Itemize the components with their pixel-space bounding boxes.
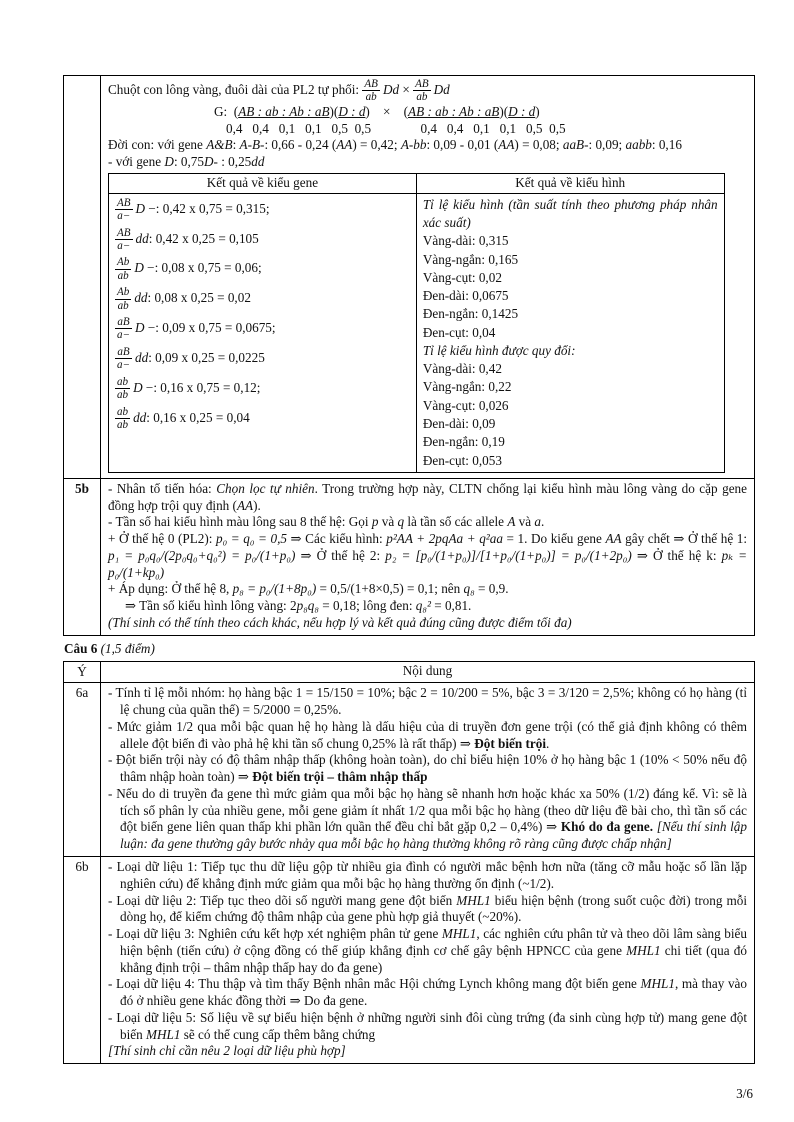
answer-6b-content: - Loại dữ liệu 1: Tiếp tục thu dữ liệu gộp từ nhiều gia đình có người mắc bệnh hơn nữa (tăng cỡ mẫu hoặc số lần lặp nghiên cứu) để khẳng định mức giảm qua mỗi bậc họ hàng thường ổn định (~1/2). - Loại dữ liệu 2: Tiếp tục theo dõi số người mang gene đột biến MHL1 biểu hiện bệnh (trong suốt cuộc đời) trong mỗi dòng họ, để kiểm chứng độ thâm nhập của gene phù hợp giả thuyết (~20%). - Loại dữ liệu 3: Nghiên cứu kết hợp xét nghiệm phân tử gene MHL1, các nghiên cứu phân tử và theo dõi lâm sàng biểu hiện bệnh (tiến cứu) ở cộng đồng có thể giúp khẳng định cơ chế gây bệnh HPNCC của gene MHL1 chi tiết (qua đó khẳng định trội – thâm nhập thấp hay do đa gene) - Loại dữ liệu 4: Thu thập và tìm thấy Bệnh nhân mắc Hội chứng Lynch không mang đột biến gene MHL1, mà thay vào đó ở nhiều gene khác đồng thời ⇒ Do đa gene. - Loại dữ liệu 5: Số liệu về sự biểu hiện bệnh ở những người sinh đôi cùng trứng (đa sinh cùng hợp tử) mang gene đột biến MHL1 sẽ có thể cung cấp thêm bằng chứng [Thí sinh chỉ cần nêu 2 loại dữ liệu phù hợp] [101, 856, 755, 1063]
phenotype-column-header: Kết quả về kiểu hình [416, 173, 724, 193]
genotype-column-header: Kết quả về kiểu gene [109, 173, 417, 193]
question6-title: Câu 6 [64, 640, 98, 656]
table-row [64, 856, 755, 1063]
table-body-row [109, 193, 725, 472]
answer-label-5b: 5b [64, 478, 101, 635]
genotype-results-cell: $\frac{AB}{a-}$ D −: 0,42 x 0,75 = 0,315; $\frac{AB}{a-}$ dd: 0,42 x 0,25 = 0,105 $\frac{Ab}{ab}$ D −: 0,08 x 0,75 = 0,06; $\frac{Ab}{ab}$ dd: 0,08 x 0,25 = 0,02 $\frac{aB}{a-}$ D −: 0,09 x 0,75 = 0,0675; $\frac{aB}{a-}$ dd: 0,09 x 0,25 = 0,0225 $\frac{ab}{ab}$ D −: 0,16 x 0,75 = 0,12; $\frac{ab}{ab}$ dd: 0,16 x 0,25 = 0,04 [109, 193, 417, 472]
answer-content-cell [101, 76, 755, 479]
answer-label-cell-empty [64, 76, 101, 479]
column-content-header: Nội dung [101, 661, 755, 683]
page-number: 3/6 [736, 1086, 753, 1101]
answer-label-6b: 6b [64, 856, 101, 1063]
answer-label-6a: 6a [64, 683, 101, 857]
table-row [64, 683, 755, 857]
table-header-row [64, 661, 755, 683]
answer-5b-content: - Nhân tố tiến hóa: Chọn lọc tự nhiên. Trong trường hợp này, CLTN chống lại kiểu hình màu lông vàng do cặp gene đồng hợp trội quy định (AA). - Tần số hai kiểu hình màu lông sau 8 thế hệ: Gọi p và q là tần số các allele A và a. + Ở thế hệ 0 (PL2): p₀ = q₀ = 0,5 ⇒ Các kiểu hình: p²AA + 2pqAa + q²aa = 1. Do kiểu gene AA gây chết ⇒ Ở thế hệ 1: p₁ = p₀q₀/(2p₀q₀+q₀²) = p₀/(1+p₀) ⇒ Ở thế hệ 2: p₂ = [p₀/(1+p₀)]/[1+p₀/(1+p₀)] = p₀/(1+2p₀) ⇒ Ở thế hệ k: pₖ = p₀/(1+kp₀) + Áp dụng: Ở thế hệ 8, p₈ = p₀/(1+8p₀) = 0,5/(1+8×0,5) = 0,1; nên q₈ = 0,9. ⇒ Tần số kiểu hình lông vàng: 2p₈q₈ = 0,18; lông đen: q₈² = 0,81. (Thí sinh có thể tính theo cách khác, nếu hợp lý và kết quả đúng cũng được điểm tối đa) [101, 478, 755, 635]
question5-answer-table [63, 75, 755, 636]
column-y-header: Ý [64, 661, 101, 683]
question6-answer-table [63, 661, 755, 1065]
table-row [64, 478, 755, 635]
table-row [64, 76, 755, 479]
cross-scheme-text: Chuột con lông vàng, đuôi dài của PL2 tự phối: $\frac{AB}{ab}$ Dd × $\frac{AB}{ab}$ Dd G: (AB : ab : Ab : aB)(D : d) × (AB : ab : Ab : aB)(D : d) 0,4 0,4 0,1 0,1 0,5 0,5 0,4 0,4 0,1 0,1 0,5 0,5 Đời con: với gene A&B: A-B-: 0,66 - 0,24 (AA) = 0,42; A-bb: 0,09 - 0,01 (AA) = 0,08; aaB-: 0,09; aabb: 0,16 - với gene D: 0,75D- : 0,25dd [108, 78, 682, 170]
table-header-row [109, 173, 725, 193]
genotype-phenotype-table [108, 173, 725, 473]
phenotype-results-cell: Tỉ lệ kiểu hình (tần suất tính theo phương pháp nhân xác suất) Vàng-dài: 0,315 Vàng-ngắn: 0,165 Vàng-cụt: 0,02 Đen-dài: 0,0675 Đen-ngắn: 0,1425 Đen-cụt: 0,04 Tỉ lệ kiểu hình được quy đổi: Vàng-dài: 0,42 Vàng-ngắn: 0,22 Vàng-cụt: 0,026 Đen-dài: 0,09 Đen-ngắn: 0,19 Đen-cụt: 0,053 [416, 193, 724, 472]
question6-heading [64, 641, 755, 658]
answer-6a-content: - Tính tỉ lệ mỗi nhóm: họ hàng bậc 1 = 15/150 = 10%; bậc 2 = 10/200 = 5%, bậc 3 = 3/120 = 2,5%; không có họ hàng (tỉ lệ chung của quần thể) = 5/2000 = 0,25%. - Mức giảm 1/2 qua mỗi bậc quan hệ họ hàng là dấu hiệu của di truyền đơn gene trội (có thể giả định không có thêm allele đột biến đi vào phả hệ khi tần số chung 0,25% là rất thấp) ⇒ Đột biến trội. - Đột biến trội này có độ thâm nhập thấp (không hoàn toàn), do chỉ biểu hiện 10% ở họ hàng bậc 1 (10% < 50% nếu độ thâm nhập hoàn toàn) ⇒ Đột biến trội – thâm nhập thấp - Nếu do di truyền đa gene thì mức giảm qua mỗi bậc họ hàng sẽ nhanh hơn hoặc khác xa 50% (1/2) đáng kể. Vì: sẽ là tích số phân ly của nhiều gene, mỗi gene giảm ít nhất 1/2 qua mỗi bậc họ hàng (theo dữ liệu đề bài cho, thì tần số các đột biến gene liên quan thấp khi phần lớn quần thể đều chỉ bắt gặp 0,2 – 0,4%) ⇒ Khó do đa gene. [Nếu thí sinh lập luận: đa gene thường gây bước nhảy qua mỗi bậc họ hàng thường không rõ ràng cũng được chấp nhận] [101, 683, 755, 857]
question6-points: (1,5 điểm) [100, 640, 155, 656]
